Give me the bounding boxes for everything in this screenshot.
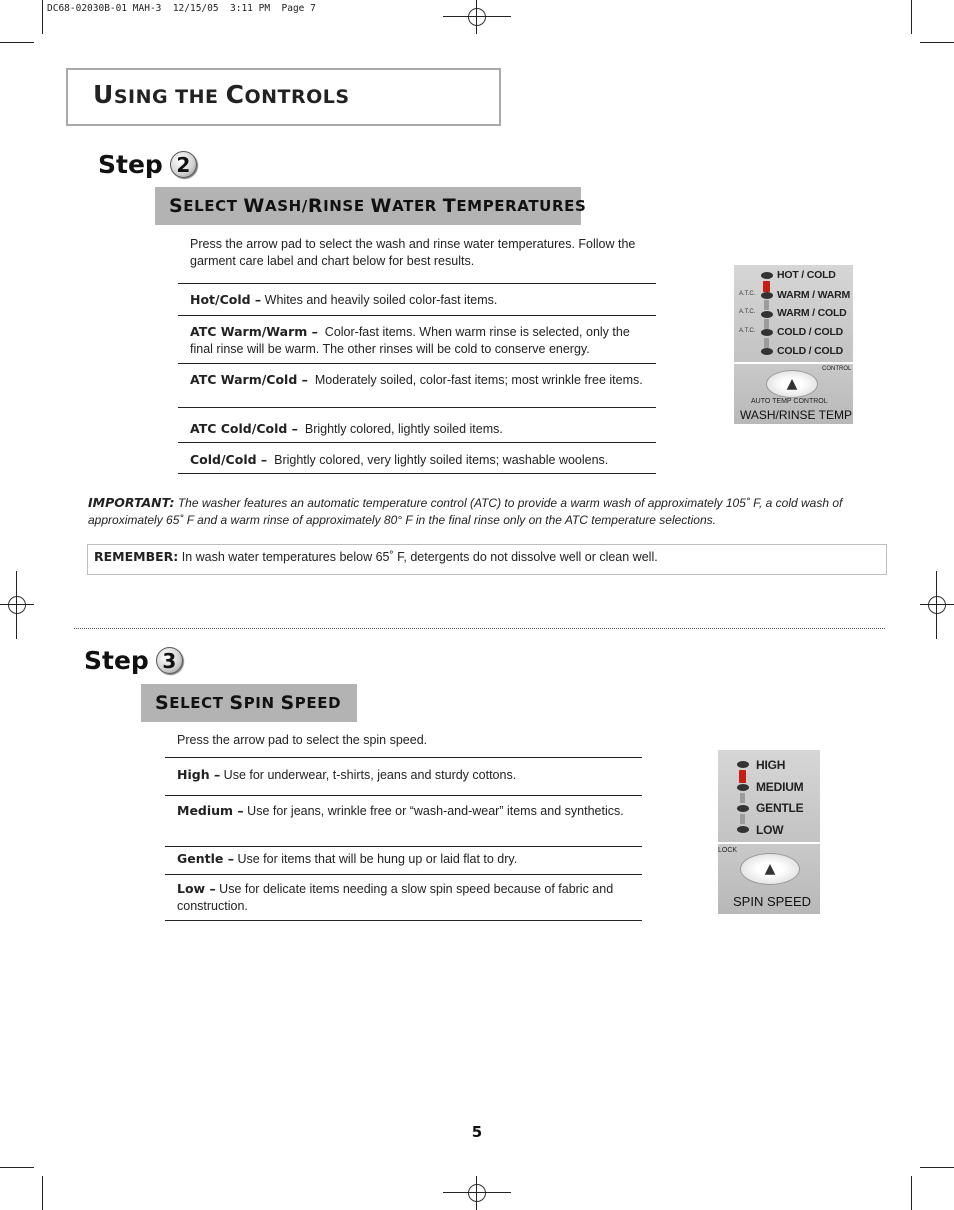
crop-mark — [42, 1176, 43, 1210]
temp-option-label: HOT / COLD — [777, 269, 836, 281]
row-term: ATC Warm/Warm – — [190, 324, 318, 339]
crop-mark — [0, 604, 34, 605]
row-term: High – — [177, 767, 221, 782]
crop-mark — [0, 42, 34, 43]
row-desc: Whites and heavily soiled color-fast items. — [261, 293, 498, 307]
temp-arrow-pad[interactable] — [766, 370, 818, 398]
row-desc: Use for delicate items needing a slow spin speed because of fabric and construction. — [177, 882, 617, 913]
indicator-led-icon — [737, 784, 749, 791]
row-desc: Moderately soiled, color-fast items; most wrinkle free items. — [307, 373, 643, 387]
crop-mark — [936, 571, 937, 639]
registration-mark-icon — [468, 8, 486, 26]
control-tag: CONTROL — [822, 366, 852, 372]
up-arrow-icon: ▲ — [786, 376, 798, 392]
row-term: ATC Cold/Cold – — [190, 421, 298, 436]
selected-indicator-icon — [739, 770, 746, 783]
step2-label: Step — [98, 150, 163, 179]
table-row — [178, 408, 656, 443]
step2-number-icon: 2 — [170, 151, 197, 178]
up-arrow-icon: ▲ — [764, 861, 776, 877]
important-note — [88, 494, 878, 529]
crop-mark — [920, 604, 954, 605]
table-row — [165, 796, 642, 847]
spin-speed-panel — [718, 750, 820, 914]
important-text: The washer features an automatic temperature control (ATC) to provide a warm wash of approximately 105˚ F, a cold wash of approximately 65˚ F and a warm rinse of approximately 80° F in the final rinse only on the ATC temperature selections. — [88, 496, 846, 527]
row-desc: Use for underwear, t-shirts, jeans and sturdy cottons. — [220, 768, 517, 782]
row-term: Hot/Cold – — [190, 292, 262, 307]
atc-tag: A.T.C. — [739, 309, 756, 315]
row-term: Low – — [177, 881, 216, 896]
spin-speed-caption: SPIN SPEED — [733, 894, 812, 909]
crop-mark — [443, 1192, 511, 1193]
section-divider — [74, 628, 885, 629]
step3-number-icon: 3 — [156, 647, 183, 674]
indicator-bar-icon — [764, 300, 769, 310]
temp-option-label: WARM / COLD — [777, 307, 847, 319]
indicator-led-icon — [761, 348, 773, 355]
indicator-led-icon — [737, 761, 749, 768]
temp-option-label: COLD / COLD — [777, 326, 844, 338]
table-row — [178, 443, 656, 474]
table-row — [165, 875, 642, 921]
wash-rinse-temp-panel — [734, 265, 853, 424]
indicator-bar-icon — [740, 793, 745, 803]
page-number: 5 — [471, 1123, 483, 1141]
row-desc: Color-fast items. When warm rinse is selected, only the final rinse will be warm. The other rinses will be cold to conserve energy. — [190, 325, 634, 356]
row-term: ATC Warm/Cold – — [190, 372, 308, 387]
crop-mark — [42, 0, 43, 34]
step2-intro: Press the arrow pad to select the wash and rinse water temperatures. Follow the garment care label and chart below for best results. — [190, 237, 636, 268]
registration-mark-icon — [8, 596, 26, 614]
crop-mark — [476, 1176, 477, 1210]
step3-heading — [84, 646, 183, 675]
crop-mark — [476, 0, 477, 34]
table-row — [165, 758, 642, 796]
step2-heading — [98, 150, 197, 179]
table-row — [178, 284, 656, 316]
step2-section-title: S ELECT W ASH/ R INSE W ATER T EMPERATURES — [155, 187, 581, 225]
table-row — [178, 316, 656, 364]
row-term: Cold/Cold – — [190, 452, 268, 467]
row-desc: Brightly colored, very lightly soiled items; washable woolens. — [267, 453, 609, 467]
indicator-led-icon — [761, 292, 773, 299]
spin-option-label: GENTLE — [756, 801, 804, 815]
crop-mark — [920, 1167, 954, 1168]
spin-option-label: LOW — [756, 823, 784, 837]
row-term: Gentle – — [177, 851, 234, 866]
atc-tag: A.T.C. — [739, 328, 756, 334]
indicator-led-icon — [737, 826, 749, 833]
crop-mark — [0, 1167, 34, 1168]
spin-arrow-pad[interactable] — [740, 853, 800, 885]
atc-tag: A.T.C. — [739, 291, 756, 297]
row-desc: Use for items that will be hung up or laid flat to dry. — [233, 852, 518, 866]
temp-option-label: COLD / COLD — [777, 345, 844, 357]
crop-mark — [16, 571, 17, 639]
remember-box — [87, 544, 887, 575]
crop-mark — [443, 16, 511, 17]
important-label: IMPORTANT: — [88, 495, 175, 510]
page-title: USING THE CONTROLS — [93, 80, 350, 109]
indicator-led-icon — [761, 311, 773, 318]
crop-mark — [911, 1176, 912, 1210]
lock-tag: LOCK — [718, 847, 738, 854]
row-term: Medium – — [177, 803, 244, 818]
indicator-bar-icon — [740, 814, 745, 824]
page-title-box — [66, 68, 501, 126]
remember-text: In wash water temperatures below 65˚ F, detergents do not dissolve well or clean well. — [178, 550, 658, 564]
indicator-bar-icon — [764, 338, 769, 348]
auto-temp-control-label: AUTO TEMP CONTROL — [751, 398, 828, 405]
indicator-led-icon — [737, 805, 749, 812]
indicator-bar-icon — [764, 319, 769, 329]
indicator-led-icon — [761, 272, 773, 279]
table-row — [165, 847, 642, 875]
step3-section-title: S ELECT S PIN S PEED — [141, 684, 357, 722]
crop-mark — [920, 42, 954, 43]
step3-label: Step — [84, 646, 149, 675]
indicator-led-icon — [761, 329, 773, 336]
registration-mark-icon — [928, 596, 946, 614]
crop-mark — [911, 0, 912, 34]
row-desc: Use for jeans, wrinkle free or “wash-and-wear” items and synthetics. — [243, 804, 624, 818]
temp-option-label: WARM / WARM — [777, 289, 851, 301]
row-desc: Brightly colored, lightly soiled items. — [297, 422, 503, 436]
spin-option-label: HIGH — [756, 758, 786, 772]
print-header: DC68-02030B-01 MAH-3 12/15/05 3:11 PM Page 7 — [47, 3, 316, 14]
step3-intro: Press the arrow pad to select the spin speed. — [177, 733, 428, 747]
table-row — [178, 364, 656, 408]
remember-label: REMEMBER: — [94, 549, 179, 564]
wash-rinse-temp-caption: WASH/RINSE TEMP — [740, 408, 853, 422]
registration-mark-icon — [468, 1184, 486, 1202]
selected-indicator-icon — [763, 281, 770, 292]
spin-option-label: MEDIUM — [756, 780, 804, 794]
